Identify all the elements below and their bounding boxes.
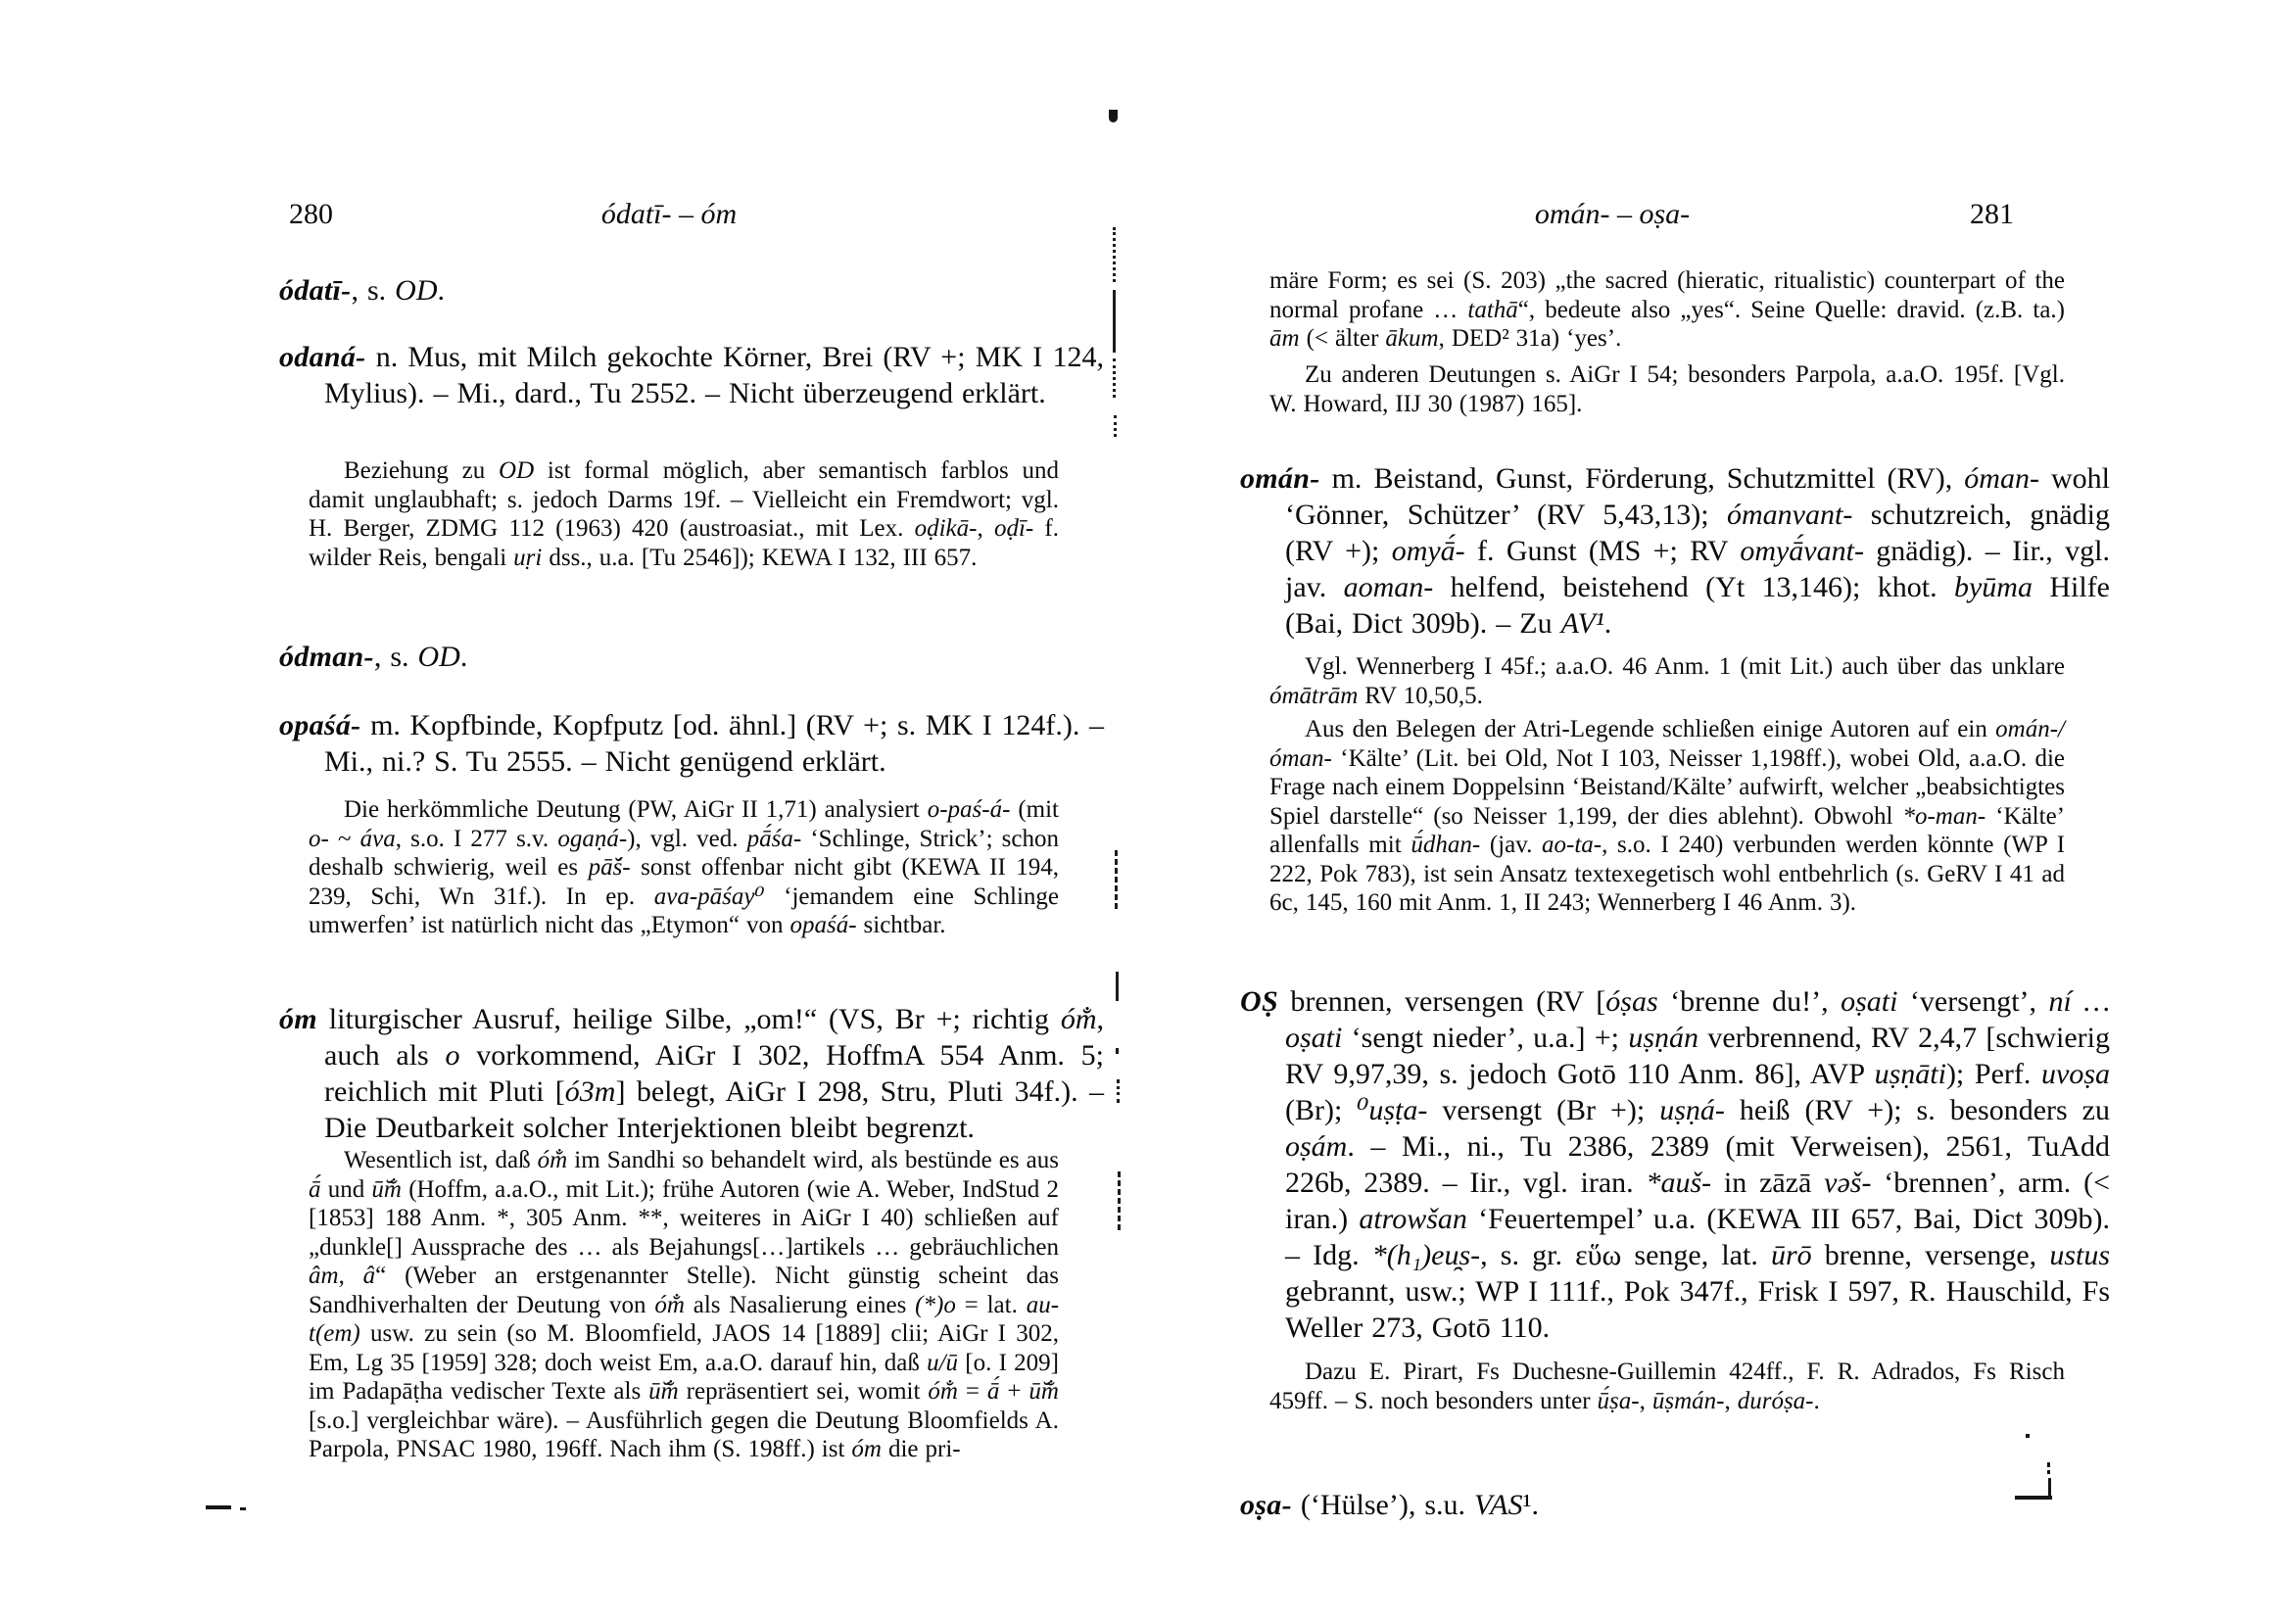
corner-mark-vertical xyxy=(2048,1478,2051,1500)
commentary-note-oman-wennerberg: Vgl. Wennerberg I 45f.; a.a.O. 46 Anm. 1 (mit Lit.) auch über das unklare ómātrām RV 10,50,5. xyxy=(1269,653,2065,709)
gutter-fold-line-1 xyxy=(1113,290,1116,353)
dictionary-entry-os: OṢ brennen, versengen (RV [óṣas ‘brenne du!’, oṣati ‘versengt’, ní … oṣati ‘sengt nieder’, u.a.] +; uṣṇán verbrennend, RV 2,4,7 [schwierig RV 9,97,39, s. jedoch Gotō 110 Anm. 86], AVP uṣṇāti); Perf. uvoṣa (Br); ⁰uṣṭa- versengt (Br +); uṣṇá- heiß (RV +); s. besonders zu oṣám. – Mi., ni., Tu 2386, 2389 (mit Verweisen), 2561, TuAdd 226b, 2389. – Iir., vgl. iran. *auš- in zāzā vəš- ‘brennen’, arm. (< iran.) atrowšan ‘Feuertempel’ u.a. (KEWA III 657, Bai, Dict 309b). – Idg. *(h₁)eu̯s-, s. gr. εὕω senge, lat. ūrō brenne, versenge, ustus gebrannt, usw.; WP I 111f., Pok 347f., Frisk I 597, R. Hauschild, Fs Weller 273, Gotō 110. xyxy=(1240,985,2111,1344)
bottom-left-scan-dash xyxy=(206,1505,231,1509)
corner-mark-dot-1 xyxy=(2047,1462,2050,1467)
commentary-note-om-continued: märe Form; es sei (S. 203) „the sacred (hieratic, ritualistic) counterpart of the normal profane … tathā“, bedeute also „yes“. Seine Quelle: dravid. (z.B. ta.) ām (< älter ākum, DED² 31a) ‘yes’. xyxy=(1269,267,2065,352)
dictionary-entry-odana: odaná- n. Mus, mit Milch gekochte Körner, Brei (RV +; MK I 124, Mylius). – Mi., dard., Tu 2552. – Nicht überzeugend erklärt. xyxy=(279,341,1104,409)
dictionary-entry-osa: oṣa- (‘Hülse’), s.u. VAS¹. xyxy=(1240,1489,1539,1521)
gutter-fold-dashes-1 xyxy=(1115,850,1118,909)
bottom-left-scan-dot xyxy=(240,1507,246,1510)
commentary-note-om-deutungen: Zu anderen Deutungen s. AiGr I 54; besonders Parpola, a.a.O. 195f. [Vgl. W. Howard, IIJ 30 (1987) 165]. xyxy=(1269,361,2065,417)
commentary-note-opasa: Die herkömmliche Deutung (PW, AiGr II 1,71) analysiert o-paś-á- (mit o- ~ áva, s.o. I 277 s.v. ogaṇá-), vgl. ved. pā́śa- ‘Schlinge, Strick’; schon deshalb schwierig, weil es pā̆ś- sonst offenbar nicht gibt (KEWA II 194, 239, Schi, Wn 31f.). In ep. ava-pāśay⁰ ‘jemandem eine Schlinge umwerfen’ ist natürlich nicht das „Etymon“ von opaśá- sichtbar. xyxy=(309,796,1059,938)
left-running-header: ódatī- – óm xyxy=(600,198,738,230)
dictionary-entry-odati: ódatī-, s. OD. xyxy=(279,274,445,307)
dictionary-entry-om: óm liturgischer Ausruf, heilige Silbe, „om!“ (VS, Br +; richtig óm̐, auch als o vorkommend, AiGr I 302, HoffmA 554 Anm. 5; reichlich mit Pluti [ó3m] belegt, AiGr I 298, Stru, Pluti 34f.). – Die Deutbarkeit solcher Interjektionen bleibt begrenzt. xyxy=(279,1003,1104,1144)
gutter-fold-dot xyxy=(1116,1048,1119,1054)
gutter-fold-dots-2 xyxy=(1113,358,1116,398)
dictionary-entry-odman: ódman-, s. OD. xyxy=(279,641,468,673)
gutter-fold-dashes-2 xyxy=(1118,1171,1121,1230)
left-page-header xyxy=(279,198,1059,237)
commentary-note-oman-atri: Aus den Belegen der Atri-Legende schließen einige Autoren auf ein omán-/óman- ‘Kälte’ (Lit. bei Old, Not I 103, Neisser 1,198ff.), wobei Old, a.a.O. die Frage nach einem Doppelsinn ‘Beistand/Kälte’ aufwirft, welcher „beabsichtigtes Spiel darstelle“ (so Neisser 1,199, der dies ablehnt). Obwohl *o-man- ‘Kälte’ allenfalls mit ū́dhan- (jav. ao-ta-, s.o. I 240) verbunden werden könnte (WP I 222, Pok 783), ist sein Ansatz textexegetisch wohl entbehrlich (s. GeRV I 41 ad 6c, 145, 160 mit Anm. 1, II 243; Wennerberg I 46 Anm. 3). xyxy=(1269,716,2066,916)
gutter-fold-dots-1 xyxy=(1113,227,1116,282)
gutter-speck-mark xyxy=(1109,110,1118,122)
right-page-header xyxy=(1240,198,2065,237)
gutter-fold-line-2 xyxy=(1116,972,1119,1001)
commentary-note-os-pirart: Dazu E. Pirart, Fs Duchesne-Guillemin 424ff., F. R. Adrados, Fs Risch 459ff. – S. noch besonders unter ū́ṣa-, ūṣmán-, duróṣa-. xyxy=(1269,1359,2065,1414)
commentary-note-odana: Beziehung zu OD ist formal möglich, aber semantisch farblos und damit unglaubhaft; s. jedoch Darms 19f. – Vielleicht ein Fremdwort; vgl. H. Berger, ZDMG 112 (1963) 420 (austroasiat., mit Lex. oḍikā-, oḍī- f. wilder Reis, bengali uṛi dss., u.a. [Tu 2546]); KEWA I 132, III 657. xyxy=(309,457,1060,571)
commentary-note-om: Wesentlich ist, daß óm̐ im Sandhi so behandelt wird, als bestünde es aus ā́ und ū̆m̐ (Hoffm, a.a.O., mit Lit.); frühe Autoren (wie A. Weber, IndStud 2 [1853] 188 Anm. *, 305 Anm. **, weiteres in AiGr I 40) schließen auf „dunkle[] Aussprache des … als Bejahungs[…]artikels … gebräuchlichen âm, â“ (Weber an erstgenannter Stelle). Nicht günstig scheint das Sandhiverhalten der Deutung von óm̐ als Nasalierung eines (*)o = lat. au-t(em) usw. zu sein (so M. Bloomfield, JAOS 14 [1889] clii; AiGr I 302, Em, Lg 35 [1959] 328; doch weist Em, a.a.O. darauf hin, daß u/ū [o. I 209] im Padapāṭha vedischer Texte als ū̆m̐ repräsentiert sei, womit óm̐ = ā́ + ū̆m̐ [s.o.] vergleichbar wäre). – Ausführlich gegen die Deutung Bloomfields A. Parpola, PNSAC 1980, 196ff. Nach ihm (S. 198ff.) ist óm die pri- xyxy=(309,1147,1060,1462)
right-page-number: 281 xyxy=(1970,198,2014,230)
gutter-fold-dots-4 xyxy=(1117,1079,1120,1103)
dictionary-entry-opasa: opaśá- m. Kopfbinde, Kopfputz [od. ähnl.] (RV +; s. MK I 124f.). – Mi., ni.? S. Tu 2555. – Nicht genügend erklärt. xyxy=(279,709,1104,778)
dictionary-entry-oman: omán- m. Beistand, Gunst, Förderung, Schutzmittel (RV), óman- wohl ‘Gönner, Schützer’ (RV 5,43,13); ómanvant- schutzreich, gnädig (RV +); omyā́- f. Gunst (MS +; RV omyā́vant- gnädig). – Iir., vgl. jav. aoman- helfend, beistehend (Yt 13,146); khot. byūma Hilfe (Bai, Dict 309b). – Zu AV¹. xyxy=(1240,462,2111,640)
right-margin-speck xyxy=(2026,1434,2030,1438)
left-page-number: 280 xyxy=(289,198,333,230)
gutter-fold-dots-3 xyxy=(1114,415,1117,437)
right-running-header: omán- – oṣa- xyxy=(1534,198,1691,230)
corner-mark-dot-2 xyxy=(2047,1470,2050,1474)
corner-mark-horizontal xyxy=(2015,1496,2052,1500)
